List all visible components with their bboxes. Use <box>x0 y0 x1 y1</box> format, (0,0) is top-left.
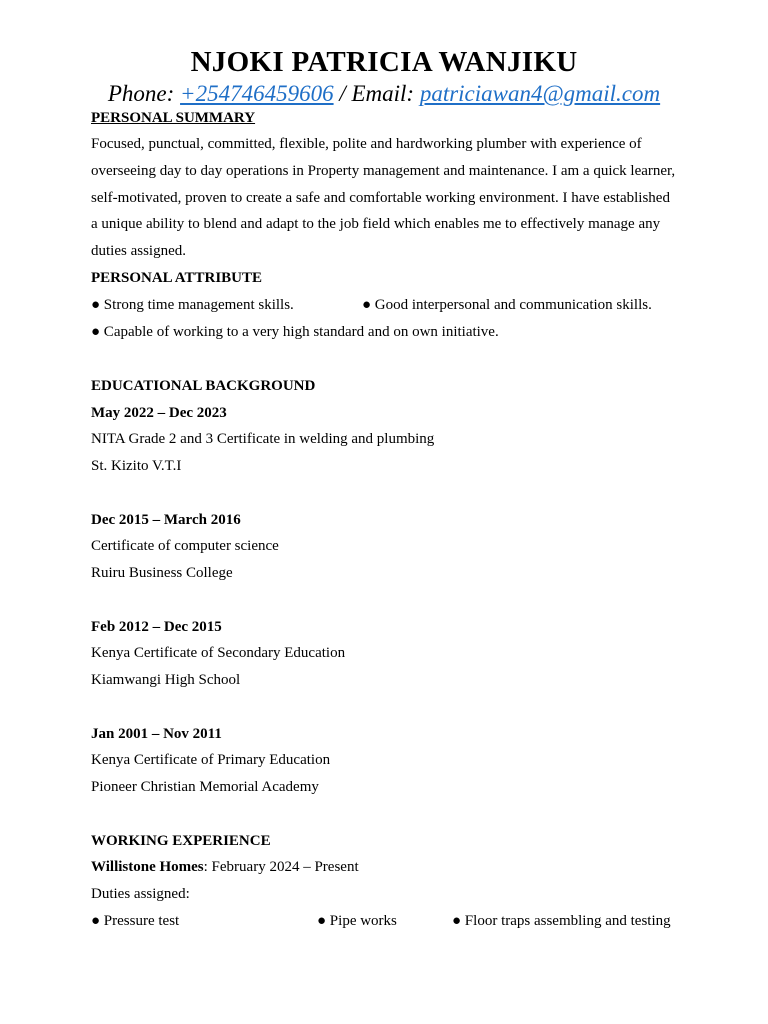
summary-line: duties assigned. <box>91 243 186 260</box>
education-dates: Feb 2012 – Dec 2015 <box>91 619 222 635</box>
email-link[interactable]: patriciawan4@gmail.com <box>419 81 661 106</box>
education-qualification: Certificate of computer science <box>91 538 279 554</box>
education-institution: Pioneer Christian Memorial Academy <box>91 779 319 795</box>
education-institution: Kiamwangi High School <box>91 672 241 688</box>
employment-period: : February 2024 – Present <box>203 859 359 875</box>
experience-employer-line <box>91 857 359 877</box>
summary-line: overseeing day to day operations in Property management and maintenance. I am a quick learner, <box>91 162 676 179</box>
phone-link[interactable]: +254746459606 <box>180 81 334 106</box>
attribute-item: ● Capable of working to a very high standard and on own initiative. <box>91 324 499 340</box>
duties-label: Duties assigned: <box>91 886 190 902</box>
attribute-item: ● Strong time management skills. <box>91 297 294 313</box>
education-qualification: Kenya Certificate of Secondary Education <box>91 645 346 661</box>
email-label: / Email: <box>333 81 420 106</box>
resume-name: NJOKI PATRICIA WANJIKU <box>190 46 578 78</box>
contact-line <box>0 81 768 107</box>
employer-name: Willistone Homes <box>91 859 204 875</box>
duty-item: ● Floor traps assembling and testing <box>452 913 671 929</box>
education-heading: EDUCATIONAL BACKGROUND <box>91 378 316 394</box>
experience-heading: WORKING EXPERIENCE <box>91 833 271 849</box>
summary-line: self-motivated, proven to create a safe and comfortable working environment. I have established <box>91 189 670 206</box>
duty-item: ● Pressure test <box>91 913 180 929</box>
personal-summary-text <box>91 131 691 265</box>
education-qualification: Kenya Certificate of Primary Education <box>91 752 331 768</box>
phone-label: Phone: <box>107 81 181 106</box>
education-institution: St. Kizito V.T.I <box>91 458 182 474</box>
personal-attribute-heading: PERSONAL ATTRIBUTE <box>91 270 263 286</box>
summary-line: a unique ability to blend and adapt to the job field which enables me to effectively manage any <box>91 216 661 233</box>
education-dates: May 2022 – Dec 2023 <box>91 405 227 421</box>
education-institution: Ruiru Business College <box>91 565 233 581</box>
personal-summary-heading: PERSONAL SUMMARY <box>91 110 256 126</box>
education-qualification: NITA Grade 2 and 3 Certificate in welding and plumbing <box>91 431 435 447</box>
attribute-item: ● Good interpersonal and communication skills. <box>362 297 652 313</box>
summary-line: Focused, punctual, committed, flexible, polite and hardworking plumber with experience of <box>91 136 642 152</box>
education-dates: Dec 2015 – March 2016 <box>91 512 241 528</box>
duty-item: ● Pipe works <box>317 913 397 929</box>
education-dates: Jan 2001 – Nov 2011 <box>91 726 222 742</box>
